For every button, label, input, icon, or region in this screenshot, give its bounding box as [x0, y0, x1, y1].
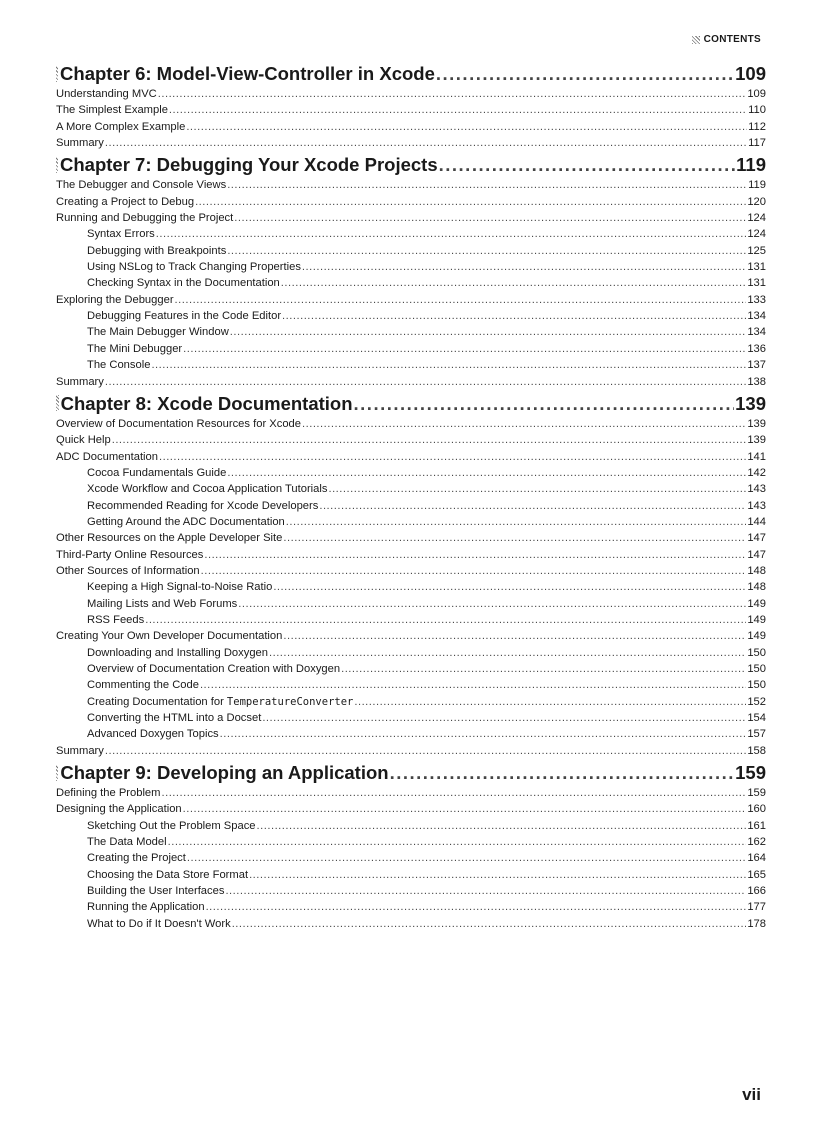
entry-title — [87, 818, 256, 834]
entry-title — [87, 324, 229, 340]
entry-code: TemperatureConverter — [226, 695, 354, 708]
running-header-label: CONTENTS — [703, 34, 761, 45]
entry-title — [56, 432, 111, 448]
dot-leader — [283, 530, 746, 546]
entry-label: Designing the Application — [56, 803, 182, 816]
hatched-square-icon — [692, 36, 700, 44]
dot-leader — [281, 275, 747, 291]
hatched-square-icon — [56, 66, 58, 82]
toc-subsection[interactable] — [56, 341, 766, 357]
entry-title — [87, 834, 167, 850]
entry-label: Overview of Documentation Resources for Xcode — [56, 417, 301, 430]
chapter-title: Chapter 6: Model-View-Controller in Xcode — [60, 63, 435, 84]
entry-page-number: 149 — [747, 630, 766, 643]
dot-leader — [439, 152, 736, 177]
entry-title — [56, 102, 168, 118]
entry-title — [87, 514, 285, 530]
entry-label: Other Sources of Information — [56, 564, 200, 577]
entry-label: Summary — [56, 137, 104, 150]
entry-title — [87, 481, 327, 497]
toc-section[interactable] — [56, 530, 766, 546]
entry-page-number: 125 — [747, 244, 766, 257]
entry-title — [56, 135, 104, 151]
entry-title — [87, 883, 224, 899]
dot-leader — [341, 661, 746, 677]
entry-page-number: 160 — [747, 803, 766, 816]
entry-page-number: 131 — [747, 261, 766, 274]
entry-title — [87, 465, 226, 481]
toc-subsection[interactable] — [56, 308, 766, 324]
entry-title — [56, 292, 174, 308]
entry-title — [56, 547, 203, 563]
entry-label: Getting Around the ADC Documentation — [87, 515, 285, 528]
dot-leader — [354, 694, 746, 710]
running-header — [692, 34, 761, 45]
entry-title — [56, 86, 157, 102]
dot-leader — [105, 374, 746, 390]
chapter-title: Chapter 7: Debugging Your Xcode Projects — [60, 154, 438, 176]
entry-title — [87, 308, 281, 324]
toc-subsection[interactable] — [56, 818, 766, 834]
entry-label: Summary — [56, 375, 104, 388]
dot-leader — [328, 481, 746, 497]
dot-leader — [302, 259, 746, 275]
entry-page-number: 134 — [747, 310, 766, 323]
entry-label: What to Do if It Doesn't Work — [87, 917, 231, 930]
dot-leader — [105, 743, 746, 759]
toc-section[interactable] — [56, 177, 766, 193]
chapter-heading[interactable] — [56, 391, 766, 416]
entry-title — [87, 645, 268, 661]
entry-label: Advanced Doxygen Topics — [87, 728, 219, 741]
entry-label: Syntax Errors — [87, 228, 155, 241]
entry-page-number: 117 — [748, 137, 766, 150]
entry-page-number: 124 — [747, 212, 766, 225]
entry-page-number: 144 — [747, 515, 766, 528]
entry-title — [56, 530, 282, 546]
entry-title — [56, 628, 282, 644]
entry-title — [87, 226, 155, 242]
toc-subsection[interactable] — [56, 275, 766, 291]
entry-title — [56, 210, 233, 226]
entry-page-number: 142 — [747, 466, 766, 479]
entry-label: Understanding MVC — [56, 88, 157, 100]
entry-title — [87, 677, 199, 693]
dot-leader — [390, 760, 735, 785]
dot-leader — [175, 292, 747, 308]
chapter-title: Chapter 8: Xcode Documentation — [60, 392, 353, 414]
toc-subsection[interactable] — [56, 850, 766, 866]
entry-title — [56, 416, 301, 432]
table-of-contents — [56, 60, 766, 932]
dot-leader — [112, 432, 747, 448]
toc-subsection[interactable] — [56, 514, 766, 530]
entry-label: The Main Debugger Window — [87, 326, 229, 339]
dot-leader — [232, 916, 747, 932]
entry-label: The Console — [87, 359, 151, 372]
dot-leader — [183, 341, 746, 357]
dot-leader — [238, 596, 746, 612]
dot-leader — [302, 416, 746, 432]
dot-leader — [257, 818, 747, 834]
entry-label: RSS Feeds — [87, 613, 145, 626]
toc-section[interactable] — [56, 785, 766, 801]
entry-title — [56, 801, 182, 817]
entry-page-number: 165 — [747, 868, 766, 881]
dot-leader — [227, 465, 746, 481]
entry-title — [87, 612, 144, 628]
entry-title — [56, 563, 200, 579]
dot-leader — [283, 628, 746, 644]
dot-leader — [282, 308, 746, 324]
dot-leader — [169, 102, 747, 118]
dot-leader — [273, 579, 746, 595]
dot-leader — [201, 563, 747, 579]
toc-section[interactable] — [56, 547, 766, 563]
entry-page-number: 154 — [747, 712, 766, 725]
entry-page-number: 112 — [748, 120, 766, 133]
entry-title — [87, 596, 237, 612]
toc-section[interactable] — [56, 292, 766, 308]
dot-leader — [168, 834, 747, 850]
entry-label: The Debugger and Console Views — [56, 179, 227, 192]
entry-page-number: 177 — [747, 901, 766, 914]
entry-page-number: 124 — [747, 228, 766, 241]
toc-subsection[interactable] — [56, 481, 766, 497]
toc-section[interactable] — [56, 628, 766, 644]
chapter-page-number: 159 — [735, 762, 766, 784]
entry-label: Running the Application — [87, 901, 205, 914]
entry-label: Creating a Project to Debug — [56, 195, 195, 208]
entry-label: The Simplest Example — [56, 104, 168, 117]
entry-page-number: 162 — [747, 836, 766, 849]
toc-section[interactable] — [56, 374, 766, 390]
dot-leader — [186, 119, 747, 135]
entry-page-number: 164 — [747, 852, 766, 865]
entry-label: The Data Model — [87, 836, 167, 849]
entry-label: Mailing Lists and Web Forums — [87, 597, 238, 610]
toc-subsection[interactable] — [56, 596, 766, 612]
entry-title — [56, 177, 226, 193]
entry-title — [87, 850, 186, 866]
toc-subsection[interactable] — [56, 324, 766, 340]
dot-leader — [195, 194, 746, 210]
dot-leader — [286, 514, 747, 530]
entry-label: Third-Party Online Resources — [56, 548, 204, 561]
entry-title — [56, 785, 160, 801]
toc-section[interactable] — [56, 86, 766, 102]
entry-title — [87, 341, 182, 357]
toc-section[interactable] — [56, 119, 766, 135]
entry-page-number: 150 — [747, 679, 766, 692]
entry-label: Running and Debugging the Project — [56, 212, 234, 225]
toc-subsection[interactable] — [56, 259, 766, 275]
entry-page-number: 137 — [747, 359, 766, 372]
toc-subsection[interactable] — [56, 357, 766, 373]
entry-title — [87, 579, 272, 595]
entry-label: Overview of Documentation Creation with Doxygen — [87, 663, 341, 675]
entry-title — [56, 119, 185, 135]
entry-label: Building the User Interfaces — [87, 885, 225, 898]
toc-section[interactable] — [56, 563, 766, 579]
toc-subsection[interactable] — [56, 465, 766, 481]
entry-label: Choosing the Data Store Format — [87, 868, 249, 881]
entry-title — [56, 374, 104, 390]
entry-page-number: 158 — [747, 744, 766, 757]
dot-leader — [105, 135, 747, 151]
entry-label: Creating Documentation for — [87, 695, 227, 708]
dot-leader — [319, 498, 746, 514]
dot-leader — [159, 449, 746, 465]
dot-leader — [269, 645, 746, 661]
toc-subsection[interactable] — [56, 710, 766, 726]
toc-section[interactable] — [56, 210, 766, 226]
entry-page-number: 147 — [747, 548, 766, 561]
entry-label: A More Complex Example — [56, 120, 186, 133]
entry-label: Defining the Problem — [56, 787, 161, 800]
entry-title — [87, 899, 205, 915]
dot-leader — [354, 391, 735, 416]
entry-label: Other Resources on the Apple Developer Site — [56, 532, 283, 545]
chapter-heading[interactable] — [56, 152, 766, 177]
entry-page-number: 178 — [747, 917, 766, 930]
entry-page-number: 161 — [747, 819, 766, 832]
dot-leader — [145, 612, 746, 628]
toc-section[interactable] — [56, 102, 766, 118]
hatched-square-icon — [56, 395, 59, 411]
entry-page-number: 141 — [747, 450, 766, 463]
toc-subsection[interactable] — [56, 579, 766, 595]
dot-leader — [187, 850, 746, 866]
entry-title — [87, 867, 248, 883]
dot-leader — [220, 726, 747, 742]
dot-leader — [230, 324, 747, 340]
entry-label: Using NSLog to Track Changing Properties — [87, 261, 301, 274]
toc-subsection[interactable] — [56, 834, 766, 850]
entry-label: Xcode Workflow and Cocoa Application Tutorials — [87, 483, 328, 496]
entry-title — [87, 243, 226, 259]
chapter-page-number: 139 — [735, 392, 766, 414]
entry-page-number: 136 — [747, 342, 766, 355]
dot-leader — [200, 677, 746, 693]
toc-subsection[interactable] — [56, 694, 766, 710]
entry-page-number: 157 — [747, 728, 766, 741]
entry-title — [87, 275, 280, 291]
dot-leader — [262, 710, 746, 726]
dot-leader — [234, 210, 746, 226]
entry-title — [87, 357, 150, 373]
entry-title — [87, 710, 261, 726]
chapter-page-number: 119 — [736, 154, 766, 176]
toc-subsection[interactable] — [56, 612, 766, 628]
entry-label: Debugging Features in the Code Editor — [87, 310, 282, 323]
toc-subsection[interactable] — [56, 645, 766, 661]
entry-title — [87, 694, 353, 710]
dot-leader — [227, 243, 746, 259]
entry-label: Quick Help — [56, 434, 111, 447]
dot-leader — [151, 357, 746, 373]
entry-label: Cocoa Fundamentals Guide — [87, 466, 227, 479]
entry-label: Summary — [56, 744, 104, 757]
toc-subsection[interactable] — [56, 677, 766, 693]
toc-subsection[interactable] — [56, 916, 766, 932]
entry-title — [87, 259, 301, 275]
toc-subsection[interactable] — [56, 899, 766, 915]
entry-label: Downloading and Installing Doxygen — [87, 646, 268, 659]
entry-label: The Mini Debugger — [87, 342, 183, 355]
dot-leader — [158, 86, 747, 102]
toc-section[interactable] — [56, 135, 766, 151]
entry-page-number: 143 — [747, 499, 766, 512]
entry-page-number: 150 — [747, 646, 766, 659]
entry-page-number: 133 — [747, 293, 766, 306]
dot-leader — [225, 883, 746, 899]
toc-subsection[interactable] — [56, 883, 766, 899]
entry-label: Sketching Out the Problem Space — [87, 819, 256, 832]
hatched-square-icon — [56, 157, 58, 173]
toc-subsection[interactable] — [56, 867, 766, 883]
toc-subsection[interactable] — [56, 726, 766, 742]
entry-page-number: 149 — [747, 597, 766, 610]
entry-label: Creating the Project — [87, 852, 186, 865]
dot-leader — [183, 801, 747, 817]
entry-label: Creating Your Own Developer Documentation — [56, 630, 283, 643]
entry-page-number: 152 — [747, 695, 766, 708]
entry-page-number: 110 — [748, 104, 766, 117]
entry-label: Converting the HTML into a Docset — [87, 712, 262, 725]
toc-section[interactable] — [56, 432, 766, 448]
entry-page-number: 131 — [747, 277, 766, 290]
toc-subsection[interactable] — [56, 661, 766, 677]
entry-page-number: 143 — [747, 483, 766, 496]
entry-page-number: 148 — [747, 581, 766, 594]
entry-page-number: 139 — [747, 434, 766, 447]
entry-label: Debugging with Breakpoints — [87, 244, 227, 257]
chapter-title: Chapter 9: Developing an Application — [60, 762, 389, 784]
entry-title — [56, 743, 104, 759]
entry-label: Commenting the Code — [87, 679, 199, 692]
dot-leader — [206, 899, 747, 915]
entry-title — [87, 916, 231, 932]
toc-section[interactable] — [56, 194, 766, 210]
toc-section[interactable] — [56, 801, 766, 817]
dot-leader — [204, 547, 746, 563]
entry-page-number: 166 — [747, 885, 766, 898]
toc-section[interactable] — [56, 416, 766, 432]
page-number: vii — [742, 1085, 761, 1104]
entry-page-number: 138 — [747, 375, 766, 388]
entry-label: ADC Documentation — [56, 450, 158, 463]
dot-leader — [156, 226, 747, 242]
dot-leader — [227, 177, 747, 193]
toc-subsection[interactable] — [56, 498, 766, 514]
entry-label: Exploring the Debugger — [56, 293, 174, 306]
hatched-square-icon — [56, 765, 58, 781]
entry-page-number: 109 — [747, 88, 766, 100]
entry-page-number: 149 — [747, 613, 766, 626]
entry-page-number: 150 — [747, 663, 766, 675]
entry-page-number: 119 — [748, 179, 766, 192]
chapter-heading[interactable] — [56, 760, 766, 785]
entry-title — [87, 661, 340, 677]
dot-leader — [436, 61, 734, 86]
entry-page-number: 139 — [747, 417, 766, 430]
entry-page-number: 159 — [747, 787, 766, 800]
entry-page-number: 134 — [747, 326, 766, 339]
entry-label: Checking Syntax in the Documentation — [87, 277, 280, 290]
entry-title — [56, 194, 194, 210]
entry-page-number: 147 — [747, 532, 766, 545]
chapter-heading[interactable] — [56, 61, 766, 86]
dot-leader — [249, 867, 746, 883]
entry-title — [56, 449, 158, 465]
entry-label: Recommended Reading for Xcode Developers — [87, 499, 319, 512]
entry-page-number: 120 — [747, 195, 766, 208]
entry-title — [87, 726, 219, 742]
toc-subsection[interactable] — [56, 226, 766, 242]
dot-leader — [161, 785, 746, 801]
toc-section[interactable] — [56, 449, 766, 465]
entry-label: Keeping a High Signal-to-Noise Ratio — [87, 581, 273, 594]
entry-page-number: 148 — [747, 564, 766, 577]
toc-section[interactable] — [56, 743, 766, 759]
entry-title — [87, 498, 318, 514]
chapter-page-number: 109 — [735, 63, 766, 84]
toc-subsection[interactable] — [56, 243, 766, 259]
